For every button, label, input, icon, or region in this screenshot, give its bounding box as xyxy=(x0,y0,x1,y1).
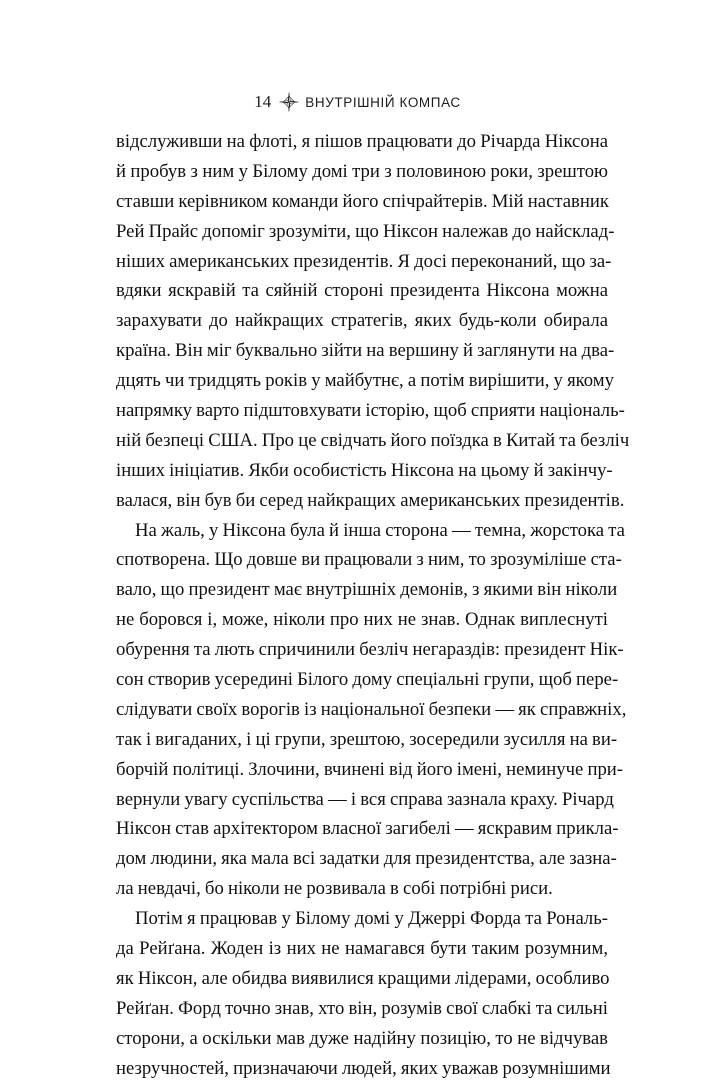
text-line: да Рейґана. Жоден із них не намагався бути таким розумним, xyxy=(116,938,608,960)
text-line: як Ніксон, але обидва виявилися кращими лідерами, особливо xyxy=(116,967,610,989)
text-line: напрямку варто підштовхувати історію, щоб сприяти національ- xyxy=(116,400,625,422)
text-line: так і вигаданих, і ці групи, зрештою, зосередили зусилля на ви- xyxy=(116,728,618,750)
text-line: країна. Він міг буквально зійти на вершину й заглянути на два- xyxy=(116,340,615,362)
text-line: зарахувати до найкращих стратегів, яких будь-коли обирала xyxy=(116,310,608,332)
text-line: вало, що президент має внутрішніх демонів, з якими він ніколи xyxy=(116,579,618,601)
text-line: незручностей, призначаючи людей, яких уважав розумнішими xyxy=(116,1057,611,1079)
text-line: сторони, а оскільки мав дуже надійну позицію, то не відчував xyxy=(116,1027,608,1049)
page-number: 14 xyxy=(254,92,272,111)
text-line: дом людини, яка мала всі задатки для президентства, але зазна- xyxy=(116,848,617,870)
text-line: відслуживши на флоті, я пішов працювати до Річарда Ніксона xyxy=(116,131,608,152)
text-line: Рей Прайс допоміг зрозуміти, що Ніксон належав до найсклад- xyxy=(116,220,615,242)
text-line: вдяки яскравій та сяйній стороні президента Ніксона можна xyxy=(116,280,608,302)
text-line: обурення та лють спричинили безліч негараздів: президент Нік- xyxy=(116,639,624,661)
text-line: сон створив усередині Білого дому спеціальні групи, щоб пере- xyxy=(116,669,619,691)
text-line: й пробув з ним у Білому домі три з половиною роки, зрештою xyxy=(116,160,608,182)
compass-star-icon xyxy=(279,92,299,112)
text-line: валася, він був би серед найкращих американських президентів. xyxy=(116,489,625,511)
text-line: слідувати своїх ворогів із національної безпеки — як справжніх, xyxy=(116,698,627,720)
text-line: ніших американських президентів. Я досі переконаний, що за- xyxy=(116,250,612,272)
body-text xyxy=(116,127,630,1084)
text-line: вернули увагу суспільства — і вся справа зазнала краху. Річард xyxy=(116,788,614,810)
text-line: не боровся і, може, ніколи про них не знав. Однак виплеснуті xyxy=(116,609,608,631)
text-line: Потім я працював у Білому домі у Джеррі Форда та Рональ- xyxy=(135,908,608,930)
text-line: ставши керівником команди його спічрайтерів. Мій наставник xyxy=(116,190,609,212)
text-line: ла невдачі, бо ніколи не розвивала в собі потрібні риси. xyxy=(116,878,553,900)
text-line: На жаль, у Ніксона була й інша сторона — темна, жорстока та xyxy=(135,519,625,541)
text-line: ній безпеці США. Про це свідчать його поїздка в Китай та безліч xyxy=(116,429,630,451)
text-line: спотворена. Що довше ви працювали з ним, то зрозуміліше ста- xyxy=(116,549,622,571)
running-head xyxy=(0,92,715,112)
text-line: борчій політиці. Злочини, вчинені від його імені, неминуче при- xyxy=(116,758,624,780)
text-line: Рейґан. Форд точно знав, хто він, розумів свої слабкі та сильні xyxy=(116,997,608,1019)
text-line: Ніксон став архітектором власної загибелі — яскравим прикла- xyxy=(116,818,619,840)
text-line: інших ініціатив. Якби особистість Ніксона на цьому й закінчу- xyxy=(116,459,613,481)
text-line: дцять чи тридцять років у майбутнє, а потім вирішити, у якому xyxy=(116,370,614,392)
running-title: ВНУТРІШНІЙ КОМПАС xyxy=(305,94,461,110)
